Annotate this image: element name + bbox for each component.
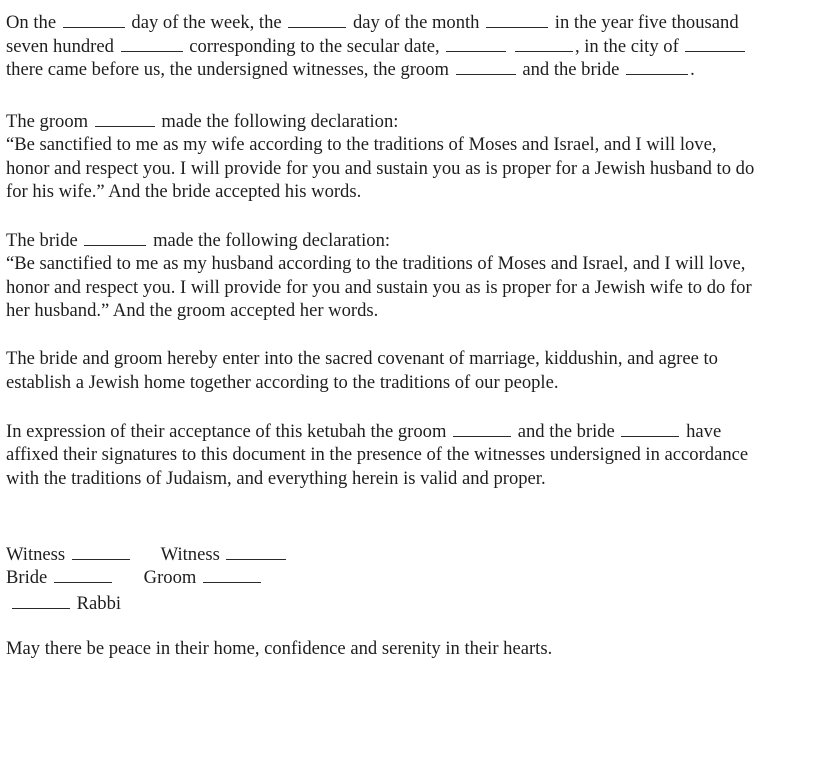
intro-line-2 [6,35,747,58]
witness-1-signature-line[interactable] [72,559,130,560]
acceptance-line-2: affixed their signatures to this document in the presence of the witnesses undersigned in accordance [6,444,749,465]
rabbi-signature-line[interactable] [12,608,70,609]
covenant-line-2: establish a Jewish home together according to the traditions of our people. [6,372,559,393]
text: . [690,59,695,80]
text: day of the month [352,12,480,33]
groom-acceptance-blank[interactable] [453,436,511,437]
bride-signature [6,566,139,589]
secular-year-blank[interactable] [515,51,573,52]
text: The groom [6,111,89,132]
text: and the bride [517,421,615,442]
acceptance-line-3: with the traditions of Judaism, and everything herein is valid and proper. [6,468,546,489]
witness-1-label: Witness [6,544,66,565]
intro-line-1 [6,11,739,34]
rabbi-signature [10,592,121,615]
groom-declaration-line-3: honor and respect you. I will provide for you and sustain you as is proper for a Jewish husband to do [6,158,755,179]
couple-signature-row [6,566,263,589]
rabbi-label: Rabbi [76,593,122,614]
city-blank[interactable] [685,51,745,52]
text: there came before us, the undersigned witnesses, the groom [6,59,450,80]
secular-date-blank[interactable] [446,51,506,52]
witness-signature-row [6,543,288,566]
groom-declaration-line-2: “Be sanctified to me as my wife according to the traditions of Moses and Israel, and I will love, [6,134,717,155]
bride-declaration-line-1 [6,229,390,252]
intro-line-3 [6,58,695,81]
bride-declaration-line-2: “Be sanctified to me as my husband according to the traditions of Moses and Israel, and I will love, [6,253,746,274]
blessing: May there be peace in their home, confidence and serenity in their hearts. [6,638,553,659]
groom-declaration-blank[interactable] [95,126,155,127]
witness-2-signature-line[interactable] [226,559,286,560]
text: seven hundred [6,36,114,57]
text: have [686,421,722,442]
hebrew-month-blank[interactable] [486,27,548,28]
text: made the following declaration: [161,111,399,132]
weekday-blank[interactable] [63,27,125,28]
day-of-month-blank[interactable] [288,27,346,28]
covenant-line-1: The bride and groom hereby enter into the sacred covenant of marriage, kiddushin, and agree to [6,348,718,369]
text: day of the week, the [131,12,282,33]
text: and the bride [522,59,620,80]
text: In expression of their acceptance of this ketubah the groom [6,421,447,442]
witness-2-label: Witness [160,544,220,565]
bride-declaration-line-4: her husband.” And the groom accepted her words. [6,300,379,321]
groom-signature [144,566,263,589]
acceptance-line-1 [6,420,721,443]
bride-signature-line[interactable] [54,582,112,583]
witness-1-signature [6,543,156,566]
bride-declaration-line-3: honor and respect you. I will provide for you and sustain you as is proper for a Jewish wife to do for [6,277,752,298]
text: in the year five thousand [554,12,739,33]
bride-label: Bride [6,567,48,588]
hebrew-year-blank[interactable] [121,51,183,52]
text: , in the city of [574,36,679,57]
text: made the following declaration: [153,230,391,251]
bride-declaration-blank[interactable] [84,245,146,246]
groom-name-blank[interactable] [456,74,516,75]
groom-signature-line[interactable] [203,582,261,583]
text: corresponding to the secular date, [189,36,440,57]
text: The bride [6,230,78,251]
groom-label: Groom [143,567,197,588]
witness-2-signature [161,543,289,566]
bride-name-blank[interactable] [626,74,688,75]
bride-acceptance-blank[interactable] [621,436,679,437]
text: On the [6,12,57,33]
groom-declaration-line-1 [6,110,398,133]
groom-declaration-line-4: for his wife.” And the bride accepted his words. [6,181,362,202]
